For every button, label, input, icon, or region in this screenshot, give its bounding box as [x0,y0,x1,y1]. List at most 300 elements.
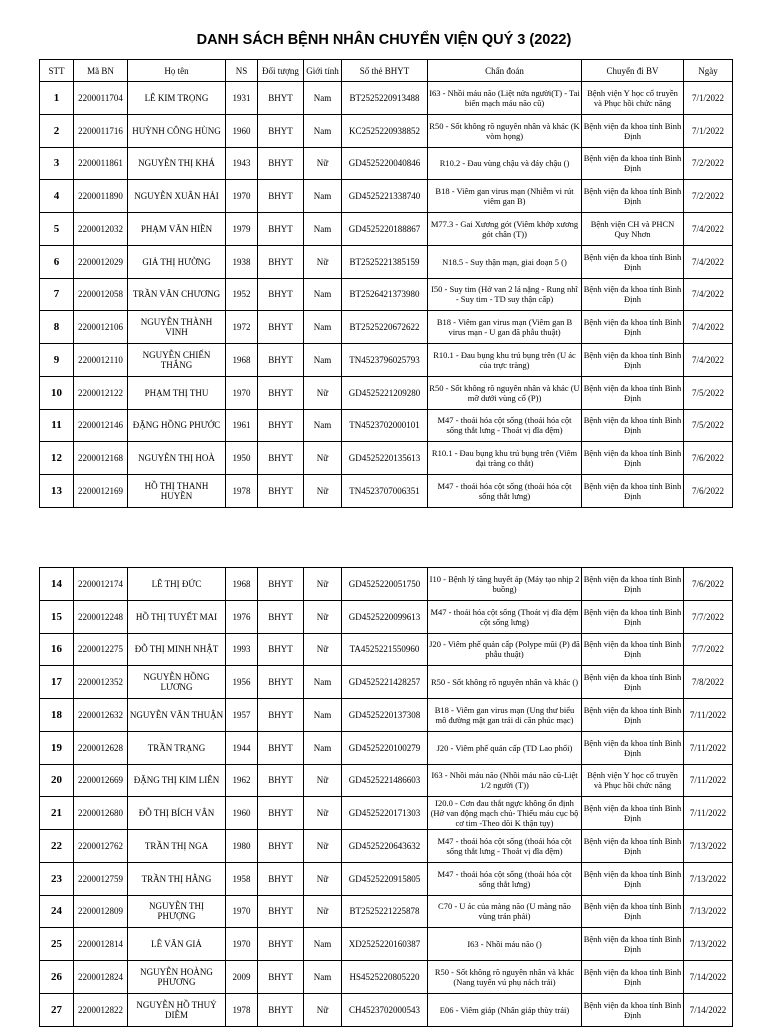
stt-cell: 26 [40,961,74,994]
birth-year-cell: 1962 [226,764,258,797]
transfer-hospital-cell: Bệnh viện CH và PHCN Quy Nhơn [582,213,684,246]
patient-id-cell: 2200012146 [74,409,128,442]
birth-year-cell: 1956 [226,666,258,699]
gender-cell: Nam [304,114,342,147]
gender-cell: Nam [304,82,342,115]
insurance-type-cell: BHYT [258,114,304,147]
diagnosis-cell: R50 - Sốt không rõ nguyên nhân và khác (Nang tuyến vú phụ nách trái) [428,961,582,994]
stt-cell: 7 [40,278,74,311]
table-row [40,442,733,475]
diagnosis-cell: M47 - thoái hóa cột sống (thoái hóa cột sống thắt lưng) [428,475,582,508]
diagnosis-cell: I10 - Bệnh lý tăng huyết áp (Máy tạo nhịp 2 buồng) [428,568,582,601]
birth-year-cell: 1993 [226,633,258,666]
date-cell: 7/13/2022 [684,928,733,961]
gender-cell: Nữ [304,442,342,475]
insurance-type-cell: BHYT [258,797,304,830]
transfer-hospital-cell: Bệnh viện đa khoa tỉnh Bình Định [582,961,684,994]
transfer-hospital-cell: Bệnh viện đa khoa tỉnh Bình Định [582,797,684,830]
full-name-cell: PHẠM THỊ THU [128,376,226,409]
stt-cell: 15 [40,600,74,633]
gender-cell: Nam [304,311,342,344]
transfer-hospital-cell: Bệnh viện đa khoa tỉnh Bình Định [582,114,684,147]
table-row [40,830,733,863]
gender-cell: Nữ [304,475,342,508]
insurance-card-cell: GD4525221338740 [342,180,428,213]
transfer-hospital-cell: Bệnh viện đa khoa tỉnh Bình Định [582,895,684,928]
table-row [40,895,733,928]
table-row [40,862,733,895]
birth-year-cell: 1958 [226,862,258,895]
insurance-type-cell: BHYT [258,180,304,213]
birth-year-cell: 1980 [226,830,258,863]
table-row [40,797,733,830]
table-row [40,764,733,797]
diagnosis-cell: C70 - U ác của màng não (U màng não vùng trán phải) [428,895,582,928]
transfer-hospital-cell: Bệnh viện đa khoa tỉnh Bình Định [582,568,684,601]
stt-cell: 19 [40,731,74,764]
patient-id-cell: 2200012762 [74,830,128,863]
full-name-cell: NGUYỄN THÀNH VINH [128,311,226,344]
table-body-2 [40,568,733,1027]
stt-cell: 16 [40,633,74,666]
insurance-card-cell: GD4525220171303 [342,797,428,830]
gender-cell: Nữ [304,245,342,278]
birth-year-cell: 1938 [226,245,258,278]
date-cell: 7/2/2022 [684,147,733,180]
date-cell: 7/13/2022 [684,862,733,895]
stt-cell: 8 [40,311,74,344]
gender-cell: Nam [304,699,342,732]
insurance-type-cell: BHYT [258,147,304,180]
header-insurance-card: Số thẻ BHYT [342,60,428,82]
birth-year-cell: 1950 [226,442,258,475]
gender-cell: Nữ [304,830,342,863]
date-cell: 7/4/2022 [684,278,733,311]
date-cell: 7/2/2022 [684,180,733,213]
diagnosis-cell: R50 - Sốt không rõ nguyên nhân và khác () [428,666,582,699]
gender-cell: Nam [304,344,342,377]
full-name-cell: GIẢ THỊ HƯỜNG [128,245,226,278]
full-name-cell: HUỲNH CÔNG HÙNG [128,114,226,147]
table-row [40,344,733,377]
diagnosis-cell: J20 - Viêm phế quản cấp (TD Lao phổi) [428,731,582,764]
patient-id-cell: 2200012029 [74,245,128,278]
gender-cell: Nữ [304,633,342,666]
insurance-card-cell: GD4525220040846 [342,147,428,180]
insurance-type-cell: BHYT [258,442,304,475]
birth-year-cell: 1944 [226,731,258,764]
insurance-card-cell: GD4525220643632 [342,830,428,863]
insurance-type-cell: BHYT [258,600,304,633]
full-name-cell: NGUYỄN HỒNG LƯƠNG [128,666,226,699]
date-cell: 7/1/2022 [684,114,733,147]
insurance-type-cell: BHYT [258,666,304,699]
header-diagnosis: Chẩn đoán [428,60,582,82]
insurance-card-cell: TA4525221550960 [342,633,428,666]
insurance-type-cell: BHYT [258,961,304,994]
patient-id-cell: 2200012174 [74,568,128,601]
transfer-hospital-cell: Bệnh viện đa khoa tỉnh Bình Định [582,344,684,377]
date-cell: 7/7/2022 [684,600,733,633]
stt-cell: 21 [40,797,74,830]
table-row [40,82,733,115]
header-full-name: Họ tên [128,60,226,82]
full-name-cell: ĐẶNG HỒNG PHƯỚC [128,409,226,442]
insurance-card-cell: TN4523796025793 [342,344,428,377]
full-name-cell: ĐỖ THỊ MINH NHẬT [128,633,226,666]
transfer-hospital-cell: Bệnh viện đa khoa tỉnh Bình Định [582,311,684,344]
birth-year-cell: 1979 [226,213,258,246]
header-transfer-hospital: Chuyển đi BV [582,60,684,82]
gender-cell: Nam [304,409,342,442]
header-insurance-type: Đối tượng [258,60,304,82]
gender-cell: Nữ [304,147,342,180]
date-cell: 7/14/2022 [684,961,733,994]
date-cell: 7/8/2022 [684,666,733,699]
full-name-cell: NGUYỄN THỊ PHƯỢNG [128,895,226,928]
insurance-card-cell: HS4525220805220 [342,961,428,994]
stt-cell: 22 [40,830,74,863]
stt-cell: 4 [40,180,74,213]
diagnosis-cell: R50 - Sốt không rõ nguyên nhân và khác (K vòm họng) [428,114,582,147]
patient-id-cell: 2200011704 [74,82,128,115]
table-row [40,633,733,666]
transfer-hospital-cell: Bệnh viện đa khoa tỉnh Bình Định [582,600,684,633]
table-row [40,409,733,442]
patient-id-cell: 2200012814 [74,928,128,961]
date-cell: 7/11/2022 [684,699,733,732]
birth-year-cell: 1970 [226,376,258,409]
diagnosis-cell: B18 - Viêm gan virus mạn (Viêm gan B virus mạn - U gan đã phẫu thuật) [428,311,582,344]
birth-year-cell: 1931 [226,82,258,115]
diagnosis-cell: J20 - Viêm phế quản cấp (Polype mũi (P) đã phẫu thuật) [428,633,582,666]
patient-id-cell: 2200012809 [74,895,128,928]
stt-cell: 9 [40,344,74,377]
diagnosis-cell: I63 - Nhồi máu não (Liệt nửa người(T) - Tai biến mạch máu não cũ) [428,82,582,115]
full-name-cell: PHẠM VĂN HIỀN [128,213,226,246]
birth-year-cell: 1968 [226,344,258,377]
insurance-card-cell: TN4523707006351 [342,475,428,508]
date-cell: 7/6/2022 [684,568,733,601]
full-name-cell: ĐỖ THỊ BÍCH VÂN [128,797,226,830]
stt-cell: 25 [40,928,74,961]
date-cell: 7/13/2022 [684,895,733,928]
gender-cell: Nữ [304,895,342,928]
stt-cell: 1 [40,82,74,115]
stt-cell: 2 [40,114,74,147]
patient-table-2 [39,567,733,1027]
table-row [40,213,733,246]
diagnosis-cell: B18 - Viêm gan virus mạn (Nhiễm vi rút viêm gan B) [428,180,582,213]
gender-cell: Nam [304,961,342,994]
diagnosis-cell: B18 - Viêm gan virus mạn (Ung thư biểu mô đường mật gan trái di căn phúc mạc) [428,699,582,732]
table-row [40,699,733,732]
patient-table-1 [39,59,733,508]
full-name-cell: NGUYỄN THỊ HOÀ [128,442,226,475]
table-row [40,311,733,344]
stt-cell: 3 [40,147,74,180]
diagnosis-cell: R10.1 - Đau bụng khu trú bụng trên (U ác của trực tràng) [428,344,582,377]
stt-cell: 12 [40,442,74,475]
patient-id-cell: 2200012352 [74,666,128,699]
birth-year-cell: 1970 [226,895,258,928]
insurance-type-cell: BHYT [258,475,304,508]
table-row [40,731,733,764]
diagnosis-cell: N18.5 - Suy thận mạn, giai đoạn 5 () [428,245,582,278]
insurance-card-cell: GD4525220100279 [342,731,428,764]
patient-id-cell: 2200012110 [74,344,128,377]
transfer-hospital-cell: Bệnh viện đa khoa tỉnh Bình Định [582,666,684,699]
date-cell: 7/11/2022 [684,764,733,797]
birth-year-cell: 1970 [226,180,258,213]
table-row [40,245,733,278]
date-cell: 7/13/2022 [684,830,733,863]
patient-id-cell: 2200012248 [74,600,128,633]
full-name-cell: NGUYỄN VĂN THUẬN [128,699,226,732]
insurance-card-cell: BT2526421373980 [342,278,428,311]
stt-cell: 27 [40,993,74,1026]
insurance-card-cell: BT2525221225878 [342,895,428,928]
date-cell: 7/4/2022 [684,213,733,246]
date-cell: 7/7/2022 [684,633,733,666]
stt-cell: 13 [40,475,74,508]
gender-cell: Nam [304,213,342,246]
table-row [40,180,733,213]
insurance-card-cell: KC2525220938852 [342,114,428,147]
header-patient-id: Mã BN [74,60,128,82]
gender-cell: Nam [304,928,342,961]
table-header-row [40,60,733,82]
full-name-cell: LÊ THỊ ĐỨC [128,568,226,601]
insurance-card-cell: GD4525220051750 [342,568,428,601]
table-row [40,928,733,961]
patient-id-cell: 2200012106 [74,311,128,344]
transfer-hospital-cell: Bệnh viện đa khoa tỉnh Bình Định [582,928,684,961]
diagnosis-cell: M77.3 - Gai Xương gót (Viêm khớp xương gót chân (T)) [428,213,582,246]
transfer-hospital-cell: Bệnh viện đa khoa tỉnh Bình Định [582,278,684,311]
insurance-card-cell: GD4525220137308 [342,699,428,732]
insurance-card-cell: BT2525221385159 [342,245,428,278]
insurance-card-cell: GD4525221428257 [342,666,428,699]
birth-year-cell: 1952 [226,278,258,311]
table-row [40,568,733,601]
insurance-type-cell: BHYT [258,376,304,409]
insurance-card-cell: TN4523702000101 [342,409,428,442]
stt-cell: 20 [40,764,74,797]
insurance-type-cell: BHYT [258,82,304,115]
full-name-cell: TRẦN TRẠNG [128,731,226,764]
table-body-1 [40,82,733,508]
patient-id-cell: 2200012275 [74,633,128,666]
gender-cell: Nữ [304,764,342,797]
insurance-type-cell: BHYT [258,830,304,863]
full-name-cell: TRẦN THỊ HẰNG [128,862,226,895]
transfer-hospital-cell: Bệnh viện đa khoa tỉnh Bình Định [582,699,684,732]
date-cell: 7/5/2022 [684,376,733,409]
diagnosis-cell: E06 - Viêm giáp (Nhân giáp thùy trái) [428,993,582,1026]
full-name-cell: NGUYỄN CHIẾN THẮNG [128,344,226,377]
transfer-hospital-cell: Bệnh viện đa khoa tỉnh Bình Định [582,245,684,278]
date-cell: 7/11/2022 [684,797,733,830]
date-cell: 7/4/2022 [684,344,733,377]
full-name-cell: NGUYỄN HOÀNG PHƯƠNG [128,961,226,994]
gender-cell: Nam [304,278,342,311]
transfer-hospital-cell: Bệnh viện đa khoa tỉnh Bình Định [582,731,684,764]
full-name-cell: TRẦN VĂN CHƯƠNG [128,278,226,311]
gender-cell: Nữ [304,600,342,633]
full-name-cell: TRẦN THỊ NGA [128,830,226,863]
patient-id-cell: 2200012168 [74,442,128,475]
transfer-hospital-cell: Bệnh viện đa khoa tỉnh Bình Định [582,993,684,1026]
gender-cell: Nam [304,180,342,213]
diagnosis-cell: R10.2 - Đau vùng chậu và đáy chậu () [428,147,582,180]
full-name-cell: HỒ THỊ TUYẾT MAI [128,600,226,633]
insurance-card-cell: XD2525220160387 [342,928,428,961]
insurance-type-cell: BHYT [258,699,304,732]
insurance-type-cell: BHYT [258,213,304,246]
insurance-type-cell: BHYT [258,862,304,895]
patient-id-cell: 2200011716 [74,114,128,147]
table-row [40,993,733,1026]
stt-cell: 14 [40,568,74,601]
birth-year-cell: 1978 [226,475,258,508]
insurance-type-cell: BHYT [258,731,304,764]
insurance-type-cell: BHYT [258,928,304,961]
table-row [40,475,733,508]
patient-id-cell: 2200011890 [74,180,128,213]
date-cell: 7/14/2022 [684,993,733,1026]
insurance-card-cell: BT2525220672622 [342,311,428,344]
date-cell: 7/6/2022 [684,475,733,508]
birth-year-cell: 1943 [226,147,258,180]
patient-id-cell: 2200011861 [74,147,128,180]
page-title: DANH SÁCH BỆNH NHÂN CHUYỂN VIỆN QUÝ 3 (2022) [196,32,572,48]
date-cell: 7/4/2022 [684,311,733,344]
insurance-type-cell: BHYT [258,278,304,311]
header-gender: Giới tính [304,60,342,82]
gender-cell: Nam [304,666,342,699]
date-cell: 7/4/2022 [684,245,733,278]
table-row [40,600,733,633]
header-stt: STT [40,60,74,82]
header-date: Ngày [684,60,733,82]
insurance-type-cell: BHYT [258,895,304,928]
diagnosis-cell: I20.0 - Cơn đau thắt ngực không ổn định (Hở van động mạch chủ- Thiếu máu cục bộ cơ tim -Theo dõi K thận tụy) [428,797,582,830]
patient-id-cell: 2200012169 [74,475,128,508]
table-row [40,278,733,311]
date-cell: 7/1/2022 [684,82,733,115]
date-cell: 7/5/2022 [684,409,733,442]
patient-id-cell: 2200012669 [74,764,128,797]
insurance-type-cell: BHYT [258,764,304,797]
patient-id-cell: 2200012032 [74,213,128,246]
birth-year-cell: 1976 [226,600,258,633]
birth-year-cell: 1970 [226,928,258,961]
birth-year-cell: 2009 [226,961,258,994]
insurance-card-cell: GD4525221209280 [342,376,428,409]
table-row [40,666,733,699]
birth-year-cell: 1960 [226,797,258,830]
transfer-hospital-cell: Bệnh viện đa khoa tỉnh Bình Định [582,862,684,895]
gender-cell: Nữ [304,862,342,895]
diagnosis-cell: I63 - Nhồi máu não (Nhồi máu não cũ-Liệt 1/2 người (T)) [428,764,582,797]
insurance-card-cell: BT2525220913488 [342,82,428,115]
gender-cell: Nam [304,731,342,764]
patient-id-cell: 2200012628 [74,731,128,764]
insurance-type-cell: BHYT [258,344,304,377]
full-name-cell: HỒ THỊ THANH HUYỀN [128,475,226,508]
full-name-cell: NGUYỄN XUÂN HẢI [128,180,226,213]
table-row [40,376,733,409]
insurance-type-cell: BHYT [258,245,304,278]
stt-cell: 18 [40,699,74,732]
transfer-hospital-cell: Bệnh viện Y học cổ truyền và Phục hồi chức năng [582,82,684,115]
transfer-hospital-cell: Bệnh viện đa khoa tỉnh Bình Định [582,376,684,409]
patient-id-cell: 2200012122 [74,376,128,409]
full-name-cell: NGUYỄN THỊ KHÁ [128,147,226,180]
patient-id-cell: 2200012822 [74,993,128,1026]
birth-year-cell: 1972 [226,311,258,344]
insurance-card-cell: GD4525220915805 [342,862,428,895]
date-cell: 7/11/2022 [684,731,733,764]
birth-year-cell: 1960 [226,114,258,147]
patient-id-cell: 2200012824 [74,961,128,994]
diagnosis-cell: R50 - Sốt không rõ nguyên nhân và khác (U mỡ dưới vùng cổ (P)) [428,376,582,409]
diagnosis-cell: I50 - Suy tim (Hở van 2 lá nặng - Rung nhĩ - Suy tim - TD suy thận cấp) [428,278,582,311]
diagnosis-cell: M47 - thoái hóa cột sống (thoái hóa cột sống thắt lưng) [428,862,582,895]
full-name-cell: ĐẶNG THỊ KIM LIÊN [128,764,226,797]
transfer-hospital-cell: Bệnh viện đa khoa tỉnh Bình Định [582,442,684,475]
stt-cell: 17 [40,666,74,699]
birth-year-cell: 1978 [226,993,258,1026]
diagnosis-cell: R10.1 - Đau bụng khu trú bụng trên (Viêm đại tràng co thắt) [428,442,582,475]
diagnosis-cell: M47 - thoái hóa cột sống (thoái hóa cột sống thắt lưng - Thoát vị đĩa đệm) [428,409,582,442]
stt-cell: 11 [40,409,74,442]
gender-cell: Nữ [304,797,342,830]
birth-year-cell: 1957 [226,699,258,732]
patient-id-cell: 2200012759 [74,862,128,895]
insurance-card-cell: CH4523702000543 [342,993,428,1026]
full-name-cell: LÊ KIM TRỌNG [128,82,226,115]
transfer-hospital-cell: Bệnh viện đa khoa tỉnh Bình Định [582,180,684,213]
transfer-hospital-cell: Bệnh viện đa khoa tỉnh Bình Định [582,830,684,863]
stt-cell: 6 [40,245,74,278]
diagnosis-cell: I63 - Nhồi máu não () [428,928,582,961]
insurance-type-cell: BHYT [258,568,304,601]
date-cell: 7/6/2022 [684,442,733,475]
transfer-hospital-cell: Bệnh viện đa khoa tỉnh Bình Định [582,475,684,508]
insurance-card-cell: GD4525220135613 [342,442,428,475]
table-row [40,147,733,180]
insurance-card-cell: GD4525220188867 [342,213,428,246]
header-birth-year: NS [226,60,258,82]
insurance-type-cell: BHYT [258,409,304,442]
gender-cell: Nữ [304,993,342,1026]
birth-year-cell: 1961 [226,409,258,442]
patient-id-cell: 2200012680 [74,797,128,830]
table-row [40,961,733,994]
table-row [40,114,733,147]
gender-cell: Nữ [304,568,342,601]
insurance-card-cell: GD4525220099613 [342,600,428,633]
birth-year-cell: 1968 [226,568,258,601]
diagnosis-cell: M47 - thoái hóa cột sống (thoái hóa cột sống thắt lưng - Thoát vị đĩa đệm) [428,830,582,863]
patient-id-cell: 2200012058 [74,278,128,311]
stt-cell: 24 [40,895,74,928]
stt-cell: 23 [40,862,74,895]
insurance-card-cell: GD4525221486603 [342,764,428,797]
gender-cell: Nữ [304,376,342,409]
